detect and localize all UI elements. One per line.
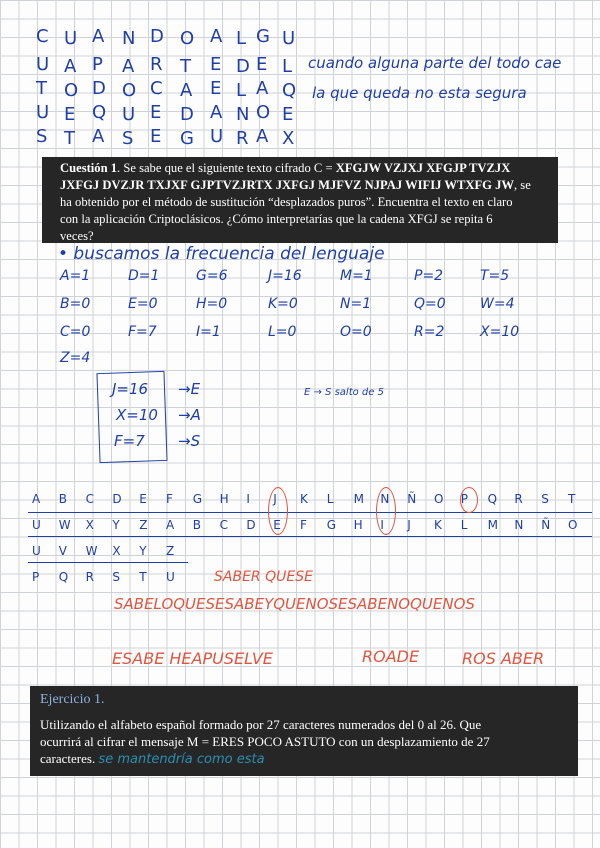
alphabet-plain-letter: O <box>434 492 444 506</box>
alphabet-cipher-letter: J <box>407 518 411 532</box>
grid-letter: T <box>36 78 47 99</box>
grid-letter: D <box>150 26 164 47</box>
alphabet-extra-letter: U <box>32 544 41 558</box>
mapping-target-3: →S <box>178 432 201 450</box>
alphabet-plain-letter: R <box>514 492 523 506</box>
alphabet-plain-letter: D <box>112 492 122 506</box>
alphabet-cipher-letter: Z <box>139 518 148 532</box>
alphabet-plain-letter: C <box>85 492 94 506</box>
alphabet-plain-letter: Ñ <box>407 492 417 506</box>
grid-letter: N <box>122 28 136 49</box>
alphabet-cipher-letter: F <box>300 518 307 532</box>
circle-mark-j <box>268 487 288 535</box>
decrypt-note-3c: ROS ABER <box>462 649 545 668</box>
grid-letter: E <box>150 126 162 147</box>
frequency-entry: E=0 <box>128 296 158 312</box>
alphabet-plain-letter: M <box>353 492 364 506</box>
exercise-line-2: ocurrirá al cifrar el mensaje M = ERES POCO ASTUTO con un desplazamiento de 27 <box>40 734 490 749</box>
grid-letter: A <box>210 102 223 123</box>
grid-letter: O <box>256 102 271 123</box>
frequency-entry: M=1 <box>340 268 373 284</box>
grid-letter: O <box>122 80 137 101</box>
alphabet-plain-letter: J <box>273 492 277 506</box>
exercise-line-3: caracteres. se mantendría como esta <box>40 751 265 767</box>
alphabet-plain-letter: I <box>246 492 250 506</box>
grid-letter: U <box>36 54 50 75</box>
frequency-entry: B=0 <box>60 296 91 312</box>
frequency-entry: W=4 <box>480 296 515 312</box>
shift-note: E → S salto de 5 <box>304 387 384 398</box>
alphabet-cipher-letter: X <box>85 518 94 532</box>
alphabet-plain-letter: P <box>460 492 469 506</box>
alphabet-cipher-letter: H <box>353 518 363 532</box>
alphabet-plain-letter: K <box>300 492 308 506</box>
frequency-entry: A=1 <box>60 268 91 284</box>
alphabet-cipher-letter: O <box>568 518 578 532</box>
alphabet-extra-letter: V <box>58 544 68 558</box>
alphabet-extra-letter: Q <box>58 570 69 584</box>
grid-letter: O <box>64 80 79 101</box>
frequency-entry: C=0 <box>60 324 91 340</box>
grid-letter: R <box>150 54 163 75</box>
alphabet-extra-letter: X <box>112 544 121 558</box>
grid-letter: L <box>236 28 247 49</box>
frequency-entry: K=0 <box>268 296 298 312</box>
frequency-entry: G=6 <box>196 268 228 284</box>
grid-letter: S <box>122 128 134 149</box>
grid-letter: U <box>282 28 296 49</box>
alphabet-cipher-letter: Y <box>112 518 120 532</box>
mapping-3: F=7 <box>114 432 145 450</box>
grid-letter: G <box>180 128 194 149</box>
grid-letter: Q <box>282 80 297 101</box>
grid-letter: T <box>64 128 75 149</box>
frequency-entry: D=1 <box>128 268 160 284</box>
alphabet-plain-letter: B <box>58 492 68 506</box>
grid-letter: X <box>282 128 295 149</box>
alphabet-cipher-letter: C <box>219 518 228 532</box>
alphabet-plain-letter: L <box>326 492 334 506</box>
alphabet-extra-letter: Z <box>166 544 175 558</box>
exercise-line-1: Utilizando el alfabeto español formado por 27 caracteres numerados del 0 al 26. Que <box>40 717 482 732</box>
frequency-entry: N=1 <box>340 296 372 312</box>
grid-letter: A <box>210 26 223 47</box>
grid-letter: A <box>122 56 135 77</box>
alphabet-extra-letter: U <box>166 570 175 584</box>
grid-letter: A <box>92 26 105 47</box>
grid-letter: U <box>64 28 78 49</box>
mapping-target-1: →E <box>178 380 201 398</box>
alphabet-extra-letter: S <box>112 570 121 584</box>
mapping-2: X=10 <box>116 406 158 424</box>
alphabet-cipher-letter: U <box>32 518 41 532</box>
alphabet-plain-letter: H <box>219 492 229 506</box>
alphabet-plain-letter: N <box>380 492 390 506</box>
alphabet-extra-letter: P <box>32 570 40 584</box>
exercise-box <box>30 686 578 776</box>
frequency-heading: • buscamos la frecuencia del lenguaje <box>58 244 385 264</box>
grid-letter: D <box>236 56 250 77</box>
grid-letter: A <box>92 126 105 147</box>
alphabet-extra-letter: T <box>139 570 147 584</box>
alphabet-divider-1 <box>28 512 592 513</box>
grid-letter: U <box>210 126 224 147</box>
question-line-3: ha obtenido por el método de sustitución “desplazados puros”. Encuentra el texto en claro <box>60 195 513 209</box>
grid-letter: G <box>256 26 270 47</box>
grid-letter: E <box>210 78 222 99</box>
grid-letter: L <box>236 80 247 101</box>
alphabet-plain-letter: E <box>139 492 147 506</box>
alphabet-cipher-letter: W <box>58 518 71 532</box>
frequency-entry: P=2 <box>414 268 444 284</box>
alphabet-cipher-letter: A <box>166 518 175 532</box>
grid-letter: S <box>36 126 48 147</box>
alphabet-extra-letter: Y <box>139 544 147 558</box>
grid-letter: T <box>180 56 191 77</box>
decrypt-note-1: SABER QUESE <box>214 569 313 585</box>
frequency-entry: X=10 <box>480 324 520 340</box>
frequency-entry: T=5 <box>480 268 510 284</box>
grid-letter: D <box>92 78 106 99</box>
mapping-target-2: →A <box>178 406 201 424</box>
circle-mark-n <box>376 487 396 535</box>
grid-letter: P <box>92 54 103 75</box>
alphabet-cipher-letter: N <box>514 518 524 532</box>
alphabet-cipher-letter: B <box>192 518 202 532</box>
decrypt-note-3a: ESABE HEAPUSELVE <box>112 649 273 668</box>
frequency-entry: O=0 <box>340 324 372 340</box>
frequency-entry: R=2 <box>414 324 445 340</box>
grid-letter: O <box>180 28 195 49</box>
grid-letter: U <box>36 102 50 123</box>
question-box <box>42 157 558 243</box>
alphabet-cipher-letter: I <box>380 518 384 532</box>
exercise-answer: se mantendría como esta <box>98 752 265 767</box>
alphabet-cipher-letter: E <box>273 518 281 532</box>
grid-letter: C <box>150 78 163 99</box>
note-line-1: cuando alguna parte del todo cae <box>308 54 562 72</box>
mapping-1: J=16 <box>112 380 149 398</box>
grid-letter: N <box>236 104 250 125</box>
grid-letter: E <box>150 102 162 123</box>
alphabet-plain-letter: T <box>568 492 576 506</box>
alphabet-extra-letter: R <box>85 570 94 584</box>
grid-letter: L <box>282 56 293 77</box>
question-line-2: JXFGJ DVZJR TXJXF GJPTVZJRTX JXFGJ MJFVZ NJPAJ WIFIJ WTXFG JW, se <box>60 178 531 192</box>
alphabet-divider-3 <box>28 562 188 563</box>
alphabet-cipher-letter: G <box>326 518 337 532</box>
decrypt-note-3b: ROADE <box>362 647 420 666</box>
frequency-entry: Q=0 <box>414 296 446 312</box>
alphabet-plain-letter: G <box>192 492 203 506</box>
alphabet-plain-letter: A <box>32 492 41 506</box>
grid-letter: D <box>180 104 194 125</box>
grid-letter: A <box>180 80 193 101</box>
question-title: Cuestión 1 <box>60 161 118 175</box>
grid-letter: U <box>122 104 136 125</box>
alphabet-extra-letter: W <box>85 544 98 558</box>
grid-letter: E <box>64 104 76 125</box>
frequency-entry: L=0 <box>268 324 297 340</box>
frequency-entry: I=1 <box>196 324 221 340</box>
grid-letter: R <box>236 128 249 149</box>
alphabet-cipher-letter: D <box>246 518 256 532</box>
grid-letter: A <box>256 78 269 99</box>
alphabet-divider-2 <box>28 536 592 537</box>
frequency-entry: H=0 <box>196 296 228 312</box>
frequency-entry: Z=4 <box>60 350 91 366</box>
note-line-2: la que queda no esta segura <box>312 84 527 102</box>
alphabet-cipher-letter: Ñ <box>541 518 551 532</box>
alphabet-cipher-letter: M <box>487 518 498 532</box>
frequency-entry: J=16 <box>268 268 302 284</box>
alphabet-plain-letter: F <box>166 492 173 506</box>
alphabet-cipher-letter: L <box>460 518 468 532</box>
alphabet-cipher-letter: K <box>434 518 442 532</box>
decrypt-note-2: SABELOQUESESABEYQUENOSESABENOQUENOS <box>114 595 475 613</box>
circle-mark-p <box>460 487 478 513</box>
alphabet-plain-letter: Q <box>487 492 498 506</box>
grid-letter: A <box>64 56 77 77</box>
grid-letter: E <box>256 54 268 75</box>
exercise-title: Ejercicio 1. <box>40 692 105 707</box>
grid-letter: C <box>36 26 49 47</box>
grid-letter: A <box>256 126 269 147</box>
grid-letter: Q <box>92 102 107 123</box>
grid-letter: E <box>210 54 222 75</box>
question-line-4: con la aplicación Criptoclásicos. ¿Cómo interpretarías que la cadena XFGJ se repita 6 <box>60 212 493 226</box>
question-line-1: Cuestión 1. Se sabe que el siguiente texto cifrado C = XFGJW VZJXJ XFGJP TVZJX <box>60 161 511 175</box>
question-line-5: veces? <box>60 229 94 243</box>
grid-letter: E <box>282 104 294 125</box>
alphabet-plain-letter: S <box>541 492 549 506</box>
frequency-entry: F=7 <box>128 324 157 340</box>
